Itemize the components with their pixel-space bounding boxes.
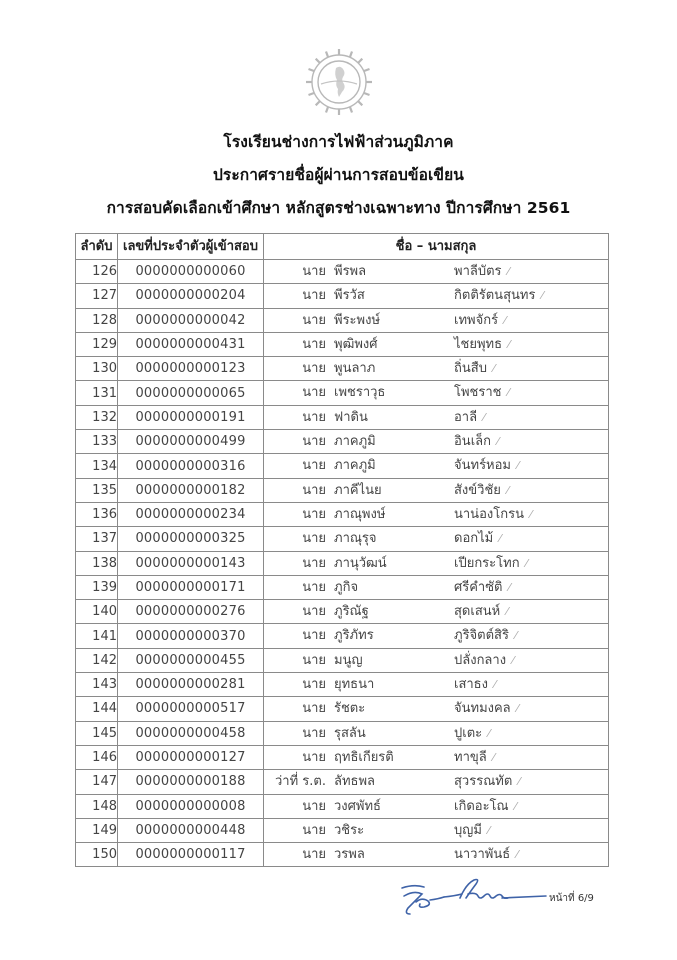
last-name-cell [454,381,509,404]
table-row [76,332,609,356]
row-full-name [264,551,609,575]
last-name: จันทมงคล [454,701,511,717]
row-exam-id: 0000000000316 [118,454,264,478]
row-full-name [264,648,609,672]
last-name: สังข์วิชัย [454,482,501,498]
row-full-name [264,332,609,356]
name-prefix: นาย [302,628,326,644]
row-full-name [264,284,609,308]
row-seq: 126 [76,260,118,284]
check-tick-icon: ⁄ [499,532,502,546]
passed-candidates-table [75,233,609,867]
row-full-name [264,575,609,599]
name-prefix: นาย [302,361,326,377]
row-seq: 142 [76,648,118,672]
last-name: เสาธง [454,677,488,693]
table-row [76,770,609,794]
table-row [76,843,609,867]
check-tick-icon: ⁄ [496,435,499,449]
row-exam-id: 0000000000171 [118,575,264,599]
name-prefix: นาย [302,652,326,668]
table-row [76,624,609,648]
last-name-cell [454,284,543,307]
last-name-cell [454,673,496,696]
row-full-name [264,697,609,721]
first-name: ฤทธิเกียรติ [334,749,394,765]
row-seq: 140 [76,600,118,624]
row-exam-id: 0000000000188 [118,770,264,794]
table-row [76,502,609,526]
row-exam-id: 0000000000127 [118,745,264,769]
table-row [76,357,609,381]
row-exam-id: 0000000000458 [118,721,264,745]
last-name: บุญมี [454,822,482,838]
last-name-cell [454,309,506,332]
table-row [76,527,609,551]
first-name: วชิระ [334,822,365,838]
row-exam-id: 0000000000517 [118,697,264,721]
last-name-cell [454,527,501,550]
check-tick-icon: ⁄ [492,362,495,376]
name-prefix: นาย [302,847,326,863]
last-name-cell [454,454,519,477]
name-prefix: นาย [302,482,326,498]
row-exam-id: 0000000000455 [118,648,264,672]
last-name-cell [454,697,519,720]
last-name: ทาขุลี [454,749,487,765]
last-name: สุดเสนห์ [454,604,501,620]
document-header [0,126,677,225]
school-name: โรงเรียนช่างการไฟฟ้าส่วนภูมิภาค [223,133,454,151]
first-name: ภาคภูมิ [334,434,376,450]
first-name: ภาคภูมิ [334,458,376,474]
row-full-name [264,357,609,381]
row-full-name [264,818,609,842]
first-name: ภูกิจ [334,579,359,595]
last-name-cell [454,843,518,866]
name-prefix: นาย [302,555,326,571]
first-name: ภูริณัฐ [334,604,369,620]
signature [398,876,548,922]
last-name: อาลี [454,409,478,425]
row-full-name [264,673,609,697]
first-name: ยุทธนา [334,677,375,693]
last-name: พาลีบัตร [454,264,502,279]
check-tick-icon: ⁄ [512,653,514,667]
last-name-cell [454,260,509,283]
check-tick-icon: ⁄ [504,313,506,327]
check-tick-icon: ⁄ [516,848,519,862]
last-name: นาวาพันธ์ [454,847,511,863]
name-prefix: ว่าที่ ร.ต. [275,774,326,790]
first-name: ลัทธพล [334,774,376,790]
row-seq: 128 [76,308,118,332]
name-prefix: นาย [302,312,326,328]
last-name-cell [454,333,510,356]
row-seq: 139 [76,575,118,599]
row-seq: 150 [76,843,118,867]
row-seq: 131 [76,381,118,405]
check-tick-icon: ⁄ [529,507,532,521]
last-name: กิตติรัตนสุนทร [454,288,536,304]
name-prefix: นาย [302,409,326,425]
table-header-row [76,234,609,260]
name-prefix: นาย [302,579,326,595]
row-full-name [264,770,609,794]
row-full-name [264,624,609,648]
first-name: ภาณุพงษ์ [334,506,386,522]
last-name: โพชราช [454,385,502,401]
table-row [76,260,609,284]
row-full-name [264,381,609,405]
row-exam-id: 0000000000143 [118,551,264,575]
table-row [76,284,609,308]
check-tick-icon: ⁄ [508,580,511,594]
row-full-name [264,260,609,284]
row-seq: 138 [76,551,118,575]
row-seq: 143 [76,673,118,697]
row-exam-id: 0000000000325 [118,527,264,551]
check-tick-icon: ⁄ [507,265,510,278]
table-row [76,600,609,624]
row-full-name [264,502,609,526]
table-row [76,673,609,697]
name-prefix: นาย [302,264,326,279]
row-full-name [264,843,609,867]
gear-emblem-logo [303,46,375,118]
row-exam-id: 0000000000431 [118,332,264,356]
table-row [76,430,609,454]
name-prefix: นาย [302,798,326,814]
row-seq: 144 [76,697,118,721]
row-exam-id: 0000000000499 [118,430,264,454]
row-seq: 136 [76,502,118,526]
page-number: หน้าที่ 6/9 [549,893,594,904]
first-name: วงศพัทธ์ [334,798,381,814]
row-seq: 135 [76,478,118,502]
table-row [76,794,609,818]
name-prefix: นาย [302,725,326,741]
row-seq: 148 [76,794,118,818]
last-name-cell [454,406,485,429]
last-name-cell [454,430,499,453]
row-full-name [264,478,609,502]
first-name: ภาณุรุจ [334,531,377,547]
check-tick-icon: ⁄ [508,337,510,351]
row-full-name [264,430,609,454]
first-name: รัชตะ [334,701,366,717]
column-header-full-name: ชื่อ – นามสกุล [264,234,609,260]
last-name-cell [454,624,517,647]
table-row [76,381,609,405]
last-name: ถิ่นสืบ [454,361,487,377]
name-prefix: นาย [302,677,326,693]
row-exam-id: 0000000000191 [118,405,264,429]
check-tick-icon: ⁄ [514,629,517,643]
last-name-cell [454,479,509,502]
table-row [76,551,609,575]
name-prefix: นาย [302,531,326,547]
row-exam-id: 0000000000060 [118,260,264,284]
last-name-cell [454,819,490,842]
check-tick-icon: ⁄ [506,483,509,497]
row-full-name [264,745,609,769]
row-seq: 141 [76,624,118,648]
row-exam-id: 0000000000117 [118,843,264,867]
check-tick-icon: ⁄ [541,289,544,303]
last-name-cell [454,357,495,380]
gear-emblem-icon [303,46,375,118]
check-tick-icon: ⁄ [506,605,509,619]
first-name: ภาคีไนย [334,482,382,498]
exam-subtitle: การสอบคัดเลือกเข้าศึกษา หลักสูตรช่างเฉพาะทาง ปีการศึกษา 2561 [106,199,571,217]
table-row [76,648,609,672]
table-row [76,405,609,429]
last-name-cell [454,795,516,818]
check-tick-icon: ⁄ [492,750,495,764]
check-tick-icon: ⁄ [514,799,517,813]
table-row [76,308,609,332]
last-name: ศรีคำซัติ [454,579,503,595]
row-seq: 130 [76,357,118,381]
row-full-name [264,600,609,624]
announcement-title: ประกาศรายชื่อผู้ผ่านการสอบข้อเขียน [212,166,465,184]
check-tick-icon: ⁄ [493,678,496,692]
last-name: ภูริจิตต์สิริ [454,628,509,644]
last-name: ดอกไม้ [454,531,494,547]
table-row [76,478,609,502]
row-seq: 127 [76,284,118,308]
last-name: สุวรรณทัต [454,774,513,790]
name-prefix: นาย [302,458,326,474]
row-seq: 146 [76,745,118,769]
check-tick-icon: ⁄ [525,556,528,570]
check-tick-icon: ⁄ [488,726,490,740]
column-header-seq: ลำดับ [76,234,118,260]
first-name: ภานุวัฒน์ [334,555,387,571]
first-name: เพชราวุธ [334,385,386,401]
name-prefix: นาย [302,749,326,765]
name-prefix: นาย [302,385,326,401]
name-prefix: นาย [302,604,326,620]
first-name: ฟาดิน [334,409,368,425]
row-seq: 134 [76,454,118,478]
row-seq: 149 [76,818,118,842]
last-name-cell [454,576,510,599]
last-name: เปียกระโทก [454,555,520,571]
last-name-cell [454,649,514,672]
row-exam-id: 0000000000448 [118,818,264,842]
name-prefix: นาย [302,822,326,838]
row-exam-id: 0000000000182 [118,478,264,502]
table-row [76,818,609,842]
name-prefix: นาย [302,336,326,352]
row-exam-id: 0000000000065 [118,381,264,405]
table-row [76,697,609,721]
row-full-name [264,527,609,551]
last-name-cell [454,770,520,793]
row-full-name [264,308,609,332]
first-name: ภูริภัทร [334,628,374,644]
last-name: จันทร์หอม [454,458,512,474]
table-row [76,575,609,599]
signature-icon [398,876,548,922]
first-name: รุสลัน [334,725,366,741]
row-exam-id: 0000000000370 [118,624,264,648]
name-prefix: นาย [302,288,326,304]
check-tick-icon: ⁄ [516,702,519,716]
table-row [76,454,609,478]
last-name-cell [454,600,508,623]
row-seq: 137 [76,527,118,551]
last-name: เทพจักร์ [454,312,499,328]
row-exam-id: 0000000000042 [118,308,264,332]
name-prefix: นาย [302,434,326,450]
name-prefix: นาย [302,506,326,522]
row-exam-id: 0000000000204 [118,284,264,308]
last-name: ปลั่งกลาง [454,652,507,668]
last-name: เกิดอะโณ [454,798,509,814]
last-name-cell [454,552,527,575]
row-full-name [264,794,609,818]
row-exam-id: 0000000000123 [118,357,264,381]
check-tick-icon: ⁄ [517,459,519,473]
last-name: ปูเตะ [454,725,483,741]
row-seq: 145 [76,721,118,745]
row-exam-id: 0000000000234 [118,502,264,526]
first-name: พีรพล [334,264,367,279]
last-name-cell [454,503,532,526]
first-name: มนูญ [334,652,363,668]
last-name: ไชยพุทธ [454,336,503,352]
row-seq: 147 [76,770,118,794]
row-full-name [264,454,609,478]
column-header-exam-id: เลขที่ประจำตัวผู้เข้าสอบ [118,234,264,260]
first-name: วรพล [334,847,365,863]
row-seq: 132 [76,405,118,429]
last-name-cell [454,722,490,745]
check-tick-icon: ⁄ [487,823,490,837]
table-row [76,745,609,769]
first-name: พูนลาภ [334,361,376,377]
row-exam-id: 0000000000276 [118,600,264,624]
name-prefix: นาย [302,701,326,717]
row-full-name [264,405,609,429]
check-tick-icon: ⁄ [518,775,521,789]
first-name: พุฒิพงศ์ [334,336,378,352]
row-full-name [264,721,609,745]
last-name-cell [454,746,495,769]
last-name: นาน่องโกรน [454,506,524,522]
first-name: พีรวัส [334,288,365,304]
row-seq: 129 [76,332,118,356]
row-exam-id: 0000000000281 [118,673,264,697]
check-tick-icon: ⁄ [507,386,510,400]
first-name: พีระพงษ์ [334,312,381,328]
check-tick-icon: ⁄ [483,410,485,424]
row-exam-id: 0000000000008 [118,794,264,818]
row-seq: 133 [76,430,118,454]
table-row [76,721,609,745]
last-name: อินเล็ก [454,434,491,450]
